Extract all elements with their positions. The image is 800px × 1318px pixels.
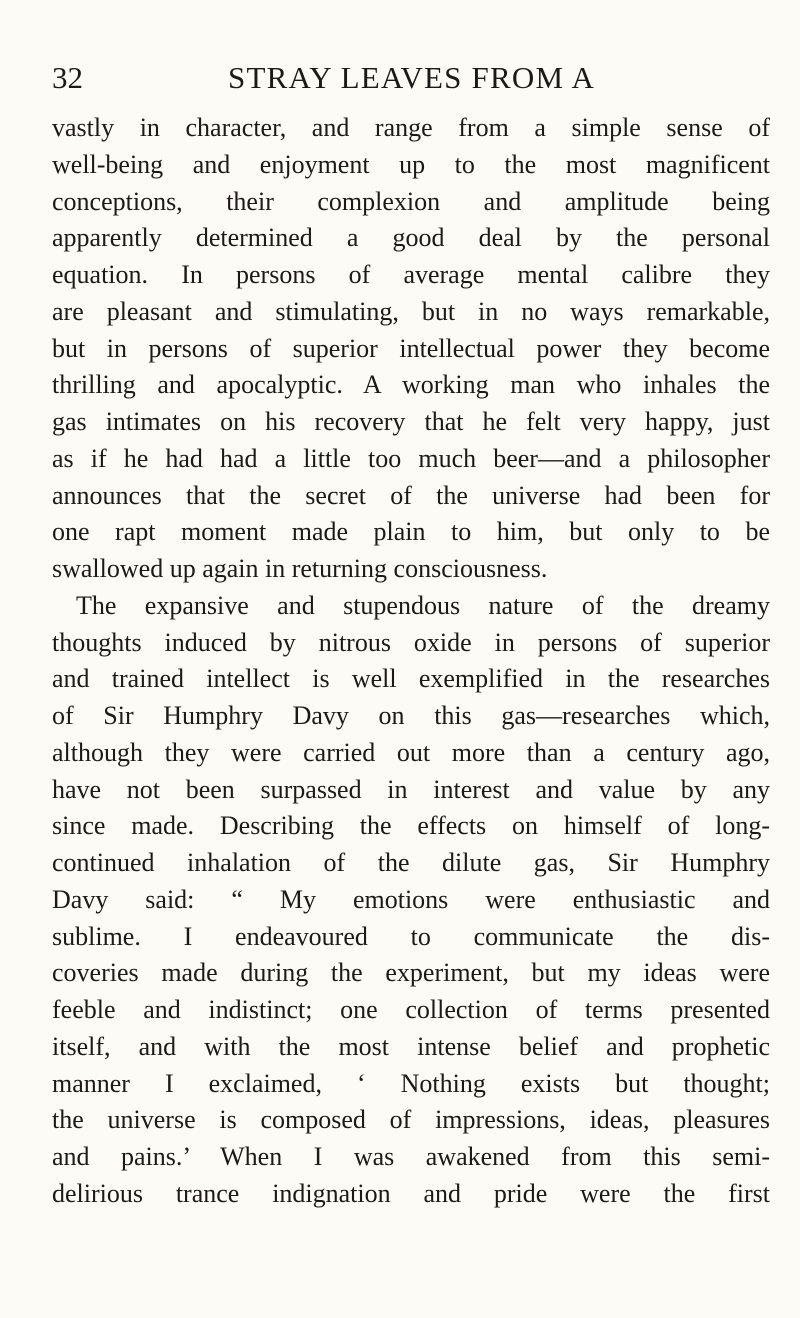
text-line: well-being and enjoyment up to the most magnificent xyxy=(52,149,770,179)
text-line: feeble and indistinct; one collection of terms presented xyxy=(52,995,770,1024)
text-line: conceptions, their complexion and amplitude being xyxy=(52,186,770,216)
text-line: are pleasant and stimulating, but in no ways remarkable, xyxy=(52,296,770,326)
text-line: apparently determined a good deal by the personal xyxy=(52,223,770,253)
page-header xyxy=(0,56,800,100)
text-line: equation. In persons of average mental calibre they xyxy=(52,260,770,289)
text-line: thrilling and apocalyptic. A working man who inhales the xyxy=(52,370,770,400)
text-line: have not been surpassed in interest and value by any xyxy=(52,774,770,804)
running-head: STRAY LEAVES FROM A xyxy=(228,60,596,95)
text-line: as if he had had a little too much beer—and a philosopher xyxy=(52,443,770,473)
text-line: although they were carried out more than a century ago, xyxy=(52,737,770,767)
text-line: but in persons of superior intellectual power they become xyxy=(52,333,770,363)
text-line: itself, and with the most intense belief and prophetic xyxy=(52,1031,770,1061)
text-line: and trained intellect is well exemplified in the researches xyxy=(52,664,770,694)
page-number: 32 xyxy=(52,60,83,95)
text-line: delirious trance indignation and pride were the first xyxy=(52,1178,770,1208)
text-line: thoughts induced by nitrous oxide in persons of superior xyxy=(52,627,770,657)
text-line: continued inhalation of the dilute gas, Sir Humphry xyxy=(52,848,770,877)
body-text xyxy=(52,110,770,1213)
text-line: sublime. I endeavoured to communicate the dis- xyxy=(52,921,770,951)
text-line: gas intimates on his recovery that he felt very happy, just xyxy=(52,407,770,436)
text-line: Davy said: “ My emotions were enthusiastic and xyxy=(52,884,770,914)
text-line: of Sir Humphry Davy on this gas—researches which, xyxy=(52,701,770,730)
text-line: swallowed up again in returning consciousness. xyxy=(52,554,548,583)
text-line: and pains.’ When I was awakened from this semi- xyxy=(52,1142,770,1171)
text-line: announces that the secret of the universe had been for xyxy=(52,480,770,510)
text-line: manner I exclaimed, ‘ Nothing exists but thought; xyxy=(52,1068,770,1098)
text-line: since made. Describing the effects on himself of long- xyxy=(52,811,770,841)
text-line: coveries made during the experiment, but my ideas were xyxy=(52,958,770,988)
text-line: the universe is composed of impressions, ideas, pleasures xyxy=(52,1105,770,1135)
text-line: one rapt moment made plain to him, but only to be xyxy=(52,517,770,547)
text-line: vastly in character, and range from a simple sense of xyxy=(52,113,770,142)
text-line: The expansive and stupendous nature of the dreamy xyxy=(76,590,770,620)
